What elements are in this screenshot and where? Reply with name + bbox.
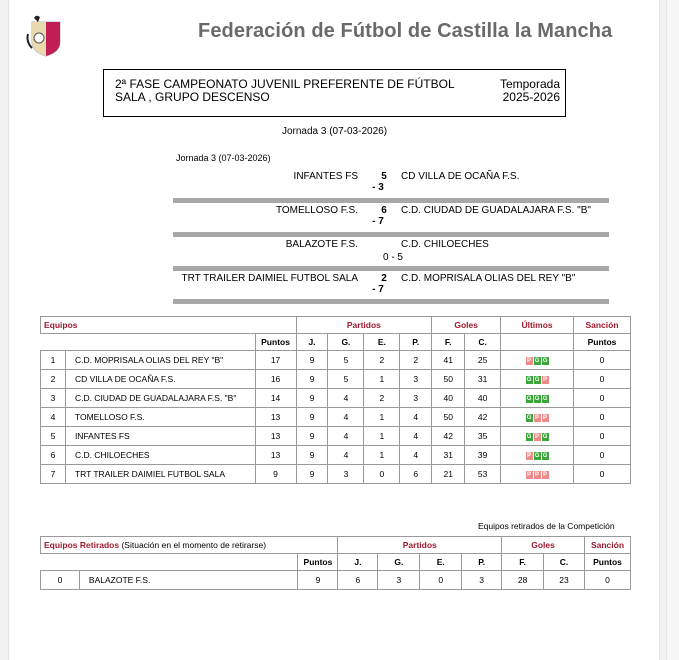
- won-cell: 4: [328, 427, 364, 446]
- played-cell: 9: [296, 465, 328, 484]
- position-cell: 0: [41, 571, 80, 590]
- won-col: G.: [328, 334, 364, 351]
- last-results-cell: [501, 446, 574, 465]
- position-cell: 3: [41, 389, 66, 408]
- result-badge: G: [542, 433, 548, 440]
- goals-for-cell: 41: [432, 351, 465, 370]
- standings-row[interactable]: [41, 446, 631, 465]
- played-col: J.: [338, 554, 378, 571]
- won-cell: 4: [328, 408, 364, 427]
- won-col: G.: [378, 554, 420, 571]
- standings-row[interactable]: [41, 370, 631, 389]
- retired-header: [41, 537, 631, 554]
- result-badge: G: [526, 433, 532, 440]
- won-cell: 3: [328, 465, 364, 484]
- match-row[interactable]: [173, 236, 609, 268]
- season-block: [500, 78, 560, 104]
- sanction-cell: 0: [584, 571, 630, 590]
- result-badge: G: [526, 395, 532, 402]
- drawn-cell: 1: [364, 408, 400, 427]
- goals-against-col: C.: [465, 334, 501, 351]
- result-badge: G: [542, 357, 548, 364]
- result-badge: P: [527, 452, 532, 459]
- drawn-col: E.: [364, 334, 400, 351]
- team-name-cell: BALAZOTE F.S.: [79, 571, 298, 590]
- lost-cell: 3: [462, 571, 502, 590]
- won-cell: 4: [328, 389, 364, 408]
- last-results-cell: [501, 389, 574, 408]
- goals-against-cell: 39: [465, 446, 501, 465]
- lost-col: P.: [462, 554, 502, 571]
- sanction-cell: 0: [573, 370, 630, 389]
- standings-row[interactable]: [41, 389, 631, 408]
- goals-against-col: C.: [544, 554, 585, 571]
- standings-row[interactable]: [41, 408, 631, 427]
- competition-box: [103, 69, 566, 117]
- position-cell: 5: [41, 427, 66, 446]
- home-team: INFANTES FS: [293, 171, 358, 182]
- match-score: 0 - 5: [382, 252, 403, 263]
- points-col: Puntos: [298, 554, 338, 571]
- goals-against-cell: 53: [465, 465, 501, 484]
- home-score: 2: [381, 273, 387, 284]
- points-cell: 13: [255, 408, 296, 427]
- last-results-cell: [501, 427, 574, 446]
- result-badge: P: [527, 471, 532, 478]
- last-results-cell: [501, 351, 574, 370]
- team-name-cell: TOMELLOSO F.S.: [65, 408, 255, 427]
- goals-header: Goles: [432, 317, 501, 334]
- lost-cell: 4: [400, 427, 432, 446]
- result-badge: P: [535, 414, 540, 421]
- retired-table: [40, 536, 631, 590]
- retired-note: Equipos retirados de la Competición: [478, 521, 615, 531]
- match-row[interactable]: [173, 202, 609, 234]
- goals-for-cell: 31: [432, 446, 465, 465]
- points-cell: 9: [298, 571, 338, 590]
- season-value: 2025-2026: [502, 90, 560, 104]
- position-cell: 4: [41, 408, 66, 427]
- away-team: CD VILLA DE OCAÑA F.S.: [401, 171, 520, 182]
- retired-subheader: [41, 554, 631, 571]
- round-title: Jornada 3 (07-03-2026): [281, 126, 388, 137]
- away-team: C.D. CIUDAD DE GUADALAJARA F.S. "B": [401, 205, 591, 216]
- last-results-header: Últimos: [501, 317, 574, 334]
- result-badge: G: [542, 452, 548, 459]
- result-badge: P: [543, 376, 548, 383]
- played-cell: 6: [338, 571, 378, 590]
- sanction-cell: 0: [573, 408, 630, 427]
- last-results-cell: [501, 370, 574, 389]
- result-badge: P: [535, 471, 540, 478]
- sanction-points-col: Puntos: [573, 334, 630, 351]
- competition-line-1: 2ª FASE CAMPEONATO JUVENIL PREFERENTE DE FÚTBOL: [115, 77, 455, 91]
- result-badge: G: [542, 395, 548, 402]
- home-team: BALAZOTE F.S.: [285, 239, 358, 250]
- result-badge: P: [535, 433, 540, 440]
- matches-header: Partidos: [296, 317, 432, 334]
- points-cell: 13: [255, 446, 296, 465]
- standings-row[interactable]: [41, 465, 631, 484]
- standings-table: [40, 316, 631, 484]
- home-team: TOMELLOSO F.S.: [275, 205, 358, 216]
- retired-goals-header: Goles: [502, 537, 585, 554]
- team-name-cell: CD VILLA DE OCAÑA F.S.: [65, 370, 255, 389]
- retired-sanction-header: Sanción: [584, 537, 630, 554]
- points-col: Puntos: [255, 334, 296, 351]
- home-score: 6: [381, 205, 387, 216]
- result-badge: G: [534, 376, 540, 383]
- goals-for-cell: 42: [432, 427, 465, 446]
- sanction-cell: 0: [573, 465, 630, 484]
- won-cell: 3: [378, 571, 420, 590]
- goals-for-col: F.: [432, 334, 465, 351]
- position-cell: 2: [41, 370, 66, 389]
- points-cell: 14: [255, 389, 296, 408]
- teams-header: Equipos: [41, 317, 297, 334]
- goals-against-cell: 23: [544, 571, 585, 590]
- drawn-cell: 1: [364, 370, 400, 389]
- home-score: 5: [381, 171, 387, 182]
- points-cell: 9: [255, 465, 296, 484]
- lost-cell: 2: [400, 351, 432, 370]
- goals-against-cell: 31: [465, 370, 501, 389]
- away-team: C.D. CHILOECHES: [401, 239, 489, 250]
- goals-against-cell: 35: [465, 427, 501, 446]
- position-cell: 1: [41, 351, 66, 370]
- match-separator: [173, 299, 609, 304]
- last-results-cell: [501, 408, 574, 427]
- competition-name: [115, 78, 465, 104]
- team-name-cell: C.D. MOPRISALA OLIAS DEL REY "B": [65, 351, 255, 370]
- lost-cell: 4: [400, 408, 432, 427]
- drawn-cell: 0: [364, 465, 400, 484]
- away-score: - 7: [372, 216, 384, 227]
- round-subtitle: Jornada 3 (07-03-2026): [176, 153, 271, 163]
- sanction-cell: 0: [573, 389, 630, 408]
- result-badge: P: [527, 357, 532, 364]
- won-cell: 4: [328, 446, 364, 465]
- goals-for-cell: 21: [432, 465, 465, 484]
- played-cell: 9: [296, 408, 328, 427]
- lost-cell: 3: [400, 389, 432, 408]
- result-badge: G: [534, 395, 540, 402]
- standings-header: [41, 317, 631, 334]
- sanction-header: Sanción: [573, 317, 630, 334]
- played-cell: 9: [296, 446, 328, 465]
- retired-matches-header: Partidos: [338, 537, 502, 554]
- sanction-cell: 0: [573, 351, 630, 370]
- played-cell: 9: [296, 389, 328, 408]
- played-cell: 9: [296, 427, 328, 446]
- lost-cell: 6: [400, 465, 432, 484]
- goals-for-cell: 40: [432, 389, 465, 408]
- team-name-cell: INFANTES FS: [65, 427, 255, 446]
- away-team: C.D. MOPRISALA OLIAS DEL REY "B": [401, 273, 576, 284]
- position-cell: 6: [41, 446, 66, 465]
- drawn-cell: 2: [364, 351, 400, 370]
- goals-for-cell: 50: [432, 408, 465, 427]
- sanction-cell: 0: [573, 446, 630, 465]
- lost-col: P.: [400, 334, 432, 351]
- scrollbar[interactable]: [666, 0, 679, 660]
- points-cell: 13: [255, 427, 296, 446]
- away-score: - 3: [372, 182, 384, 193]
- played-col: J.: [296, 334, 328, 351]
- won-cell: 5: [328, 370, 364, 389]
- points-cell: 16: [255, 370, 296, 389]
- drawn-cell: 0: [420, 571, 462, 590]
- home-team: TRT TRAILER DAIMIEL FUTBOL SALA: [181, 273, 358, 284]
- season-label: Temporada: [499, 77, 560, 91]
- sanction-points-col: Puntos: [584, 554, 630, 571]
- drawn-cell: 2: [364, 389, 400, 408]
- result-badge: G: [534, 452, 540, 459]
- goals-against-cell: 40: [465, 389, 501, 408]
- points-cell: 17: [255, 351, 296, 370]
- goals-for-cell: 28: [502, 571, 544, 590]
- retired-teams-header: Equipos Retirados (Situación en el momento de retirarse): [41, 537, 338, 554]
- drawn-col: E.: [420, 554, 462, 571]
- result-badge: G: [526, 376, 532, 383]
- last-results-cell: [501, 465, 574, 484]
- match-row[interactable]: [173, 168, 609, 200]
- standings-subheader: [41, 334, 631, 351]
- drawn-cell: 1: [364, 446, 400, 465]
- match-row[interactable]: [173, 270, 609, 302]
- federation-title: Federación de Fútbol de Castilla la Mancha: [198, 20, 613, 42]
- team-name-cell: TRT TRAILER DAIMIEL FUTBOL SALA: [65, 465, 255, 484]
- played-cell: 9: [296, 351, 328, 370]
- result-badge: G: [526, 414, 532, 421]
- lost-cell: 3: [400, 370, 432, 389]
- goals-against-cell: 42: [465, 408, 501, 427]
- result-badge: G: [534, 357, 540, 364]
- position-cell: 7: [41, 465, 66, 484]
- standings-row[interactable]: [41, 351, 631, 370]
- team-name-cell: C.D. CHILOECHES: [65, 446, 255, 465]
- goals-for-cell: 50: [432, 370, 465, 389]
- result-badge: P: [543, 414, 548, 421]
- retired-row[interactable]: [41, 571, 631, 590]
- federation-logo-icon: [22, 14, 66, 58]
- drawn-cell: 1: [364, 427, 400, 446]
- away-score: - 7: [372, 284, 384, 295]
- goals-for-col: F.: [502, 554, 544, 571]
- won-cell: 5: [328, 351, 364, 370]
- sanction-cell: 0: [573, 427, 630, 446]
- lost-cell: 4: [400, 446, 432, 465]
- result-badge: P: [543, 471, 548, 478]
- competition-line-2: SALA , GRUPO DESCENSO: [115, 90, 270, 104]
- played-cell: 9: [296, 370, 328, 389]
- team-name-cell: C.D. CIUDAD DE GUADALAJARA F.S. "B": [65, 389, 255, 408]
- goals-against-cell: 25: [465, 351, 501, 370]
- standings-row[interactable]: [41, 427, 631, 446]
